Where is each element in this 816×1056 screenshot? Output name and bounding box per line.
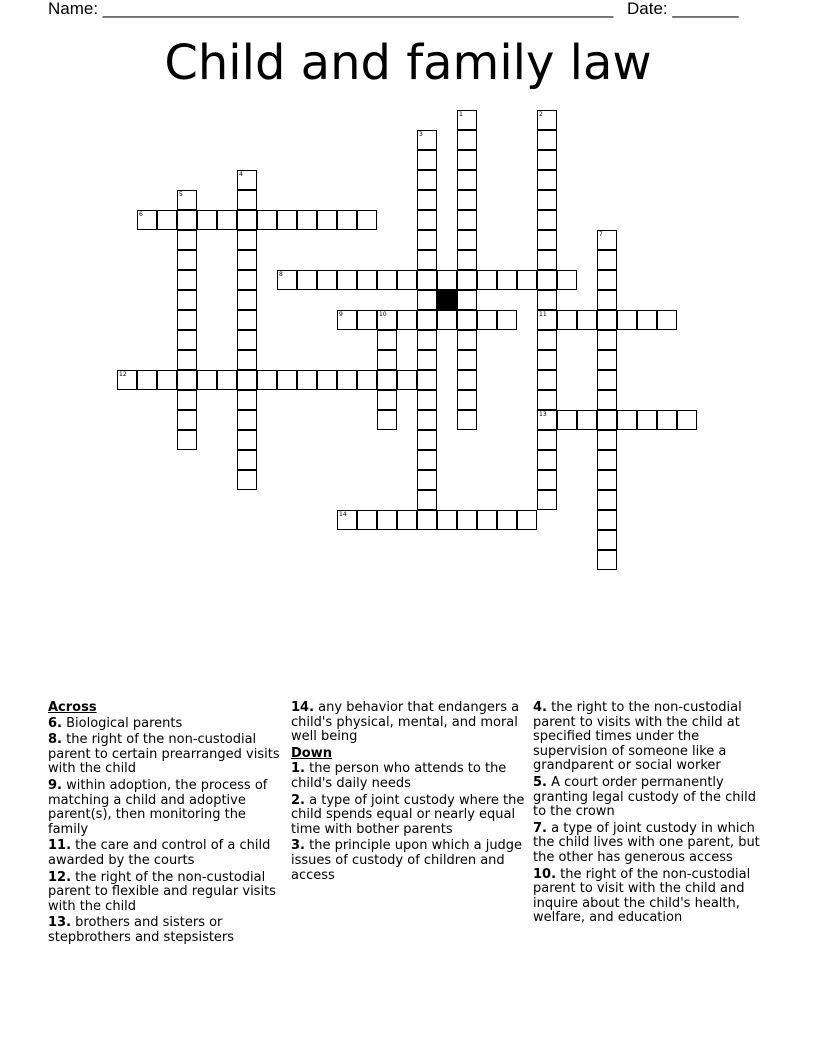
crossword-cell[interactable]	[477, 310, 497, 330]
crossword-cell[interactable]	[397, 310, 417, 330]
crossword-cell[interactable]	[537, 210, 557, 230]
crossword-cell[interactable]	[417, 330, 437, 350]
crossword-cell[interactable]	[457, 170, 477, 190]
crossword-cell[interactable]	[197, 370, 217, 390]
crossword-cell[interactable]	[277, 270, 297, 290]
crossword-cell[interactable]	[537, 110, 557, 130]
clue-text: a type of joint custody in which the child lives with one parent, but the other has generous access	[533, 820, 760, 865]
crossword-cell[interactable]	[457, 110, 477, 130]
clue-number: 8.	[48, 732, 62, 748]
crossword-cell[interactable]	[297, 210, 317, 230]
clue-number: 1.	[291, 761, 305, 777]
cell-number: 3	[419, 131, 423, 138]
crossword-cell[interactable]	[377, 370, 397, 390]
crossword-cell[interactable]	[337, 510, 357, 530]
crossword-cell[interactable]	[597, 270, 617, 290]
clue-number: 13.	[48, 915, 72, 931]
crossword-cell[interactable]	[177, 190, 197, 210]
crossword-cell[interactable]	[457, 390, 477, 410]
crossword-cell[interactable]	[377, 330, 397, 350]
cell-number: 4	[239, 171, 243, 178]
crossword-cell[interactable]	[177, 310, 197, 330]
cell-number: 9	[339, 311, 343, 318]
crossword-cell[interactable]	[457, 330, 477, 350]
crossword-cell[interactable]	[197, 210, 217, 230]
crossword-cell[interactable]	[177, 250, 197, 270]
crossword-cell[interactable]	[537, 430, 557, 450]
clue-text: the right of the non-custodial parent to flexible and regular visits with the child	[48, 869, 276, 914]
crossword-cell[interactable]	[317, 270, 337, 290]
crossword-cell[interactable]	[397, 270, 417, 290]
crossword-cell[interactable]	[657, 410, 677, 430]
crossword-cell[interactable]	[177, 270, 197, 290]
crossword-cell[interactable]	[237, 310, 257, 330]
crossword-cell[interactable]	[117, 370, 137, 390]
clue-number: 10.	[533, 866, 557, 882]
crossword-cell[interactable]	[457, 210, 477, 230]
clue-text: the right to the non-custodial parent to visits with the child at specified times under the supervision of someone like a grandparent or social worker	[533, 700, 742, 774]
crossword-cell[interactable]	[237, 350, 257, 370]
crossword-cell[interactable]	[537, 330, 557, 350]
crossword-cell[interactable]	[537, 350, 557, 370]
crossword-cell[interactable]	[177, 390, 197, 410]
clue-across-9	[48, 779, 280, 837]
cell-number: 6	[139, 211, 143, 218]
crossword-cell[interactable]	[137, 210, 157, 230]
crossword-cell[interactable]	[177, 350, 197, 370]
crossword-cell[interactable]	[457, 250, 477, 270]
crossword-cell[interactable]	[317, 370, 337, 390]
crossword-cell[interactable]	[357, 310, 377, 330]
crossword-cell[interactable]	[237, 470, 257, 490]
crossword-cell[interactable]	[417, 410, 437, 430]
crossword-cell[interactable]	[457, 290, 477, 310]
crossword-cell[interactable]	[437, 510, 457, 530]
crossword-cell[interactable]	[537, 250, 557, 270]
clue-text: brothers and sisters or stepbrothers and stepsisters	[48, 915, 235, 945]
clue-number: 12.	[48, 869, 72, 885]
crossword-cell[interactable]	[357, 370, 377, 390]
crossword-cell[interactable]	[617, 410, 637, 430]
crossword-cell[interactable]	[657, 310, 677, 330]
crossword-cell[interactable]	[417, 150, 437, 170]
crossword-cell[interactable]	[457, 410, 477, 430]
crossword-cell[interactable]	[597, 250, 617, 270]
crossword-cell[interactable]	[217, 210, 237, 230]
clue-across-8	[48, 733, 280, 777]
crossword-cell[interactable]	[417, 490, 437, 510]
crossword-cell[interactable]	[417, 270, 437, 290]
crossword-cell[interactable]	[417, 310, 437, 330]
clue-text: any behavior that endangers a child's physical, mental, and moral well being	[291, 700, 520, 745]
crossword-cell[interactable]	[417, 290, 437, 310]
cell-number: 7	[599, 231, 603, 238]
crossword-cell[interactable]	[417, 450, 437, 470]
crossword-cell[interactable]	[577, 410, 597, 430]
crossword-cell[interactable]	[457, 310, 477, 330]
crossword-cell[interactable]	[537, 230, 557, 250]
crossword-cell[interactable]	[417, 390, 437, 410]
cell-number: 8	[279, 271, 283, 278]
clue-text: a type of joint custody where the child spends equal or nearly equal time with bother parents	[291, 792, 525, 837]
name-field[interactable]: Name: ______________________________________________________	[48, 0, 614, 18]
cell-number: 10	[379, 311, 387, 318]
clues-column-3	[533, 701, 769, 928]
clue-text: within adoption, the process of matching a child and adoptive parent(s), then monitoring the family	[48, 777, 268, 837]
crossword-cell[interactable]	[257, 370, 277, 390]
crossword-cell[interactable]	[597, 310, 617, 330]
crossword-cell[interactable]	[237, 190, 257, 210]
crossword-cell[interactable]	[597, 390, 617, 410]
cell-number: 12	[119, 371, 127, 378]
clue-number: 11.	[48, 838, 72, 854]
crossword-cell[interactable]	[457, 190, 477, 210]
crossword-cell[interactable]	[237, 210, 257, 230]
clue-across-11	[48, 839, 280, 868]
clue-down-4	[533, 701, 769, 774]
clue-down-1	[291, 762, 527, 791]
crossword-cell[interactable]	[337, 270, 357, 290]
clue-across-12	[48, 871, 280, 915]
clue-across-14	[291, 701, 527, 745]
crossword-cell[interactable]	[537, 450, 557, 470]
crossword-cell[interactable]	[177, 370, 197, 390]
crossword-cell[interactable]	[297, 370, 317, 390]
crossword-cell[interactable]	[157, 370, 177, 390]
crossword-cell[interactable]	[537, 490, 557, 510]
crossword-cell[interactable]	[417, 370, 437, 390]
crossword-cell[interactable]	[557, 310, 577, 330]
crossword-cell[interactable]	[357, 210, 377, 230]
crossword-cell[interactable]	[677, 410, 697, 430]
crossword-cell[interactable]	[537, 170, 557, 190]
crossword-cell[interactable]	[597, 350, 617, 370]
clue-down-5	[533, 776, 769, 820]
crossword-cell[interactable]	[357, 510, 377, 530]
crossword-cell[interactable]	[437, 310, 457, 330]
crossword-cell[interactable]	[377, 410, 397, 430]
crossword-cell[interactable]	[217, 370, 237, 390]
crossword-cell[interactable]	[317, 210, 337, 230]
crossword-cell[interactable]	[377, 270, 397, 290]
crossword-cell[interactable]	[137, 370, 157, 390]
crossword-cell[interactable]	[237, 250, 257, 270]
clue-text: the right of the non-custodial parent to visit with the child and inquire about the child's health, welfare, and education	[533, 866, 751, 926]
page-title: Child and family law	[164, 35, 652, 91]
crossword-cell[interactable]	[237, 230, 257, 250]
crossword-cell[interactable]	[417, 170, 437, 190]
clue-down-7	[533, 822, 769, 866]
crossword-cell[interactable]	[417, 190, 437, 210]
crossword-cell[interactable]	[337, 210, 357, 230]
crossword-cell[interactable]	[457, 130, 477, 150]
crossword-cell[interactable]	[297, 270, 317, 290]
clue-text: A court order permanently granting legal custody of the child to the crown	[533, 774, 756, 820]
clue-number: 4.	[533, 700, 547, 715]
crossword-cell[interactable]	[177, 410, 197, 430]
crossword-cell[interactable]	[597, 290, 617, 310]
crossword-cell[interactable]	[237, 430, 257, 450]
crossword-cell[interactable]	[277, 370, 297, 390]
clue-text: the care and control of a child awarded by the courts	[48, 838, 271, 868]
crossword-cell[interactable]	[537, 270, 557, 290]
crossword-cell[interactable]	[537, 150, 557, 170]
crossword-cell[interactable]	[417, 230, 437, 250]
crossword-cell[interactable]	[257, 210, 277, 230]
crossword-cell[interactable]	[417, 250, 437, 270]
crossword-cell[interactable]	[597, 330, 617, 350]
black-square	[437, 290, 457, 310]
crossword-cell[interactable]	[477, 510, 497, 530]
crossword-cell[interactable]	[337, 370, 357, 390]
date-field[interactable]: Date: _______	[627, 0, 739, 18]
clue-number: 7.	[533, 820, 547, 836]
crossword-cell[interactable]	[417, 350, 437, 370]
crossword-cell[interactable]	[497, 270, 517, 290]
clue-across-13	[48, 916, 280, 945]
crossword-cell[interactable]	[237, 270, 257, 290]
crossword-cell[interactable]	[237, 410, 257, 430]
crossword-cell[interactable]	[337, 310, 357, 330]
clue-number: 2.	[291, 792, 305, 808]
crossword-cell[interactable]	[377, 510, 397, 530]
crossword-cell[interactable]	[437, 270, 457, 290]
crossword-cell[interactable]	[457, 510, 477, 530]
clue-text: the principle upon which a judge issues of custody of children and access	[291, 838, 523, 883]
crossword-cell[interactable]	[237, 390, 257, 410]
crossword-cell[interactable]	[417, 430, 437, 450]
crossword-cell[interactable]	[597, 470, 617, 490]
crossword-cell[interactable]	[477, 270, 497, 290]
down-heading: Down	[291, 745, 332, 761]
crossword-cell[interactable]	[177, 230, 197, 250]
crossword-cell[interactable]	[177, 430, 197, 450]
crossword-cell[interactable]	[597, 550, 617, 570]
cell-number: 1	[459, 111, 463, 118]
crossword-cell[interactable]	[457, 370, 477, 390]
clues-column-2	[291, 701, 527, 885]
cell-number: 13	[539, 411, 547, 418]
crossword-cell[interactable]	[237, 290, 257, 310]
cell-number: 11	[539, 311, 547, 318]
crossword-cell[interactable]	[417, 130, 437, 150]
clue-down-10	[533, 868, 769, 926]
crossword-cell[interactable]	[237, 330, 257, 350]
crossword-cell[interactable]	[237, 170, 257, 190]
crossword-cell[interactable]	[457, 350, 477, 370]
across-heading: Across	[48, 700, 97, 715]
clue-number: 6.	[48, 715, 62, 731]
clues-column-1	[48, 701, 280, 948]
crossword-cell[interactable]	[497, 310, 517, 330]
crossword-cell[interactable]	[597, 510, 617, 530]
crossword-cell[interactable]	[277, 210, 297, 230]
cell-number: 5	[179, 191, 183, 198]
clue-text: Biological parents	[61, 715, 183, 731]
crossword-cell[interactable]	[597, 450, 617, 470]
crossword-cell[interactable]	[537, 390, 557, 410]
crossword-cell[interactable]	[537, 370, 557, 390]
clue-text: the person who attends to the child's daily needs	[291, 761, 507, 791]
crossword-cell[interactable]	[517, 510, 537, 530]
cell-number: 2	[539, 111, 543, 118]
crossword-cell[interactable]	[597, 430, 617, 450]
cell-number: 14	[339, 511, 347, 518]
crossword-cell[interactable]	[557, 270, 577, 290]
crossword-cell[interactable]	[157, 210, 177, 230]
clue-down-3	[291, 839, 527, 883]
crossword-cell[interactable]	[177, 210, 197, 230]
crossword-cell[interactable]	[417, 470, 437, 490]
crossword-cell[interactable]	[377, 350, 397, 370]
crossword-cell[interactable]	[397, 370, 417, 390]
crossword-cell[interactable]	[237, 370, 257, 390]
crossword-cell[interactable]	[377, 390, 397, 410]
crossword-cell[interactable]	[537, 190, 557, 210]
crossword-cell[interactable]	[517, 270, 537, 290]
crossword-cell[interactable]	[537, 410, 557, 430]
crossword-cell[interactable]	[397, 510, 417, 530]
clue-text: the right of the non-custodial parent to certain prearranged visits with the child	[48, 732, 280, 777]
crossword-cell[interactable]	[377, 310, 397, 330]
crossword-cell[interactable]	[537, 130, 557, 150]
crossword-cell[interactable]	[597, 230, 617, 250]
crossword-cell[interactable]	[597, 370, 617, 390]
crossword-cell[interactable]	[457, 150, 477, 170]
crossword-cell[interactable]	[497, 510, 517, 530]
crossword-cell[interactable]	[597, 490, 617, 510]
crossword-cell[interactable]	[597, 530, 617, 550]
clue-number: 5.	[533, 774, 547, 790]
crossword-cell[interactable]	[417, 210, 437, 230]
crossword-cell[interactable]	[457, 230, 477, 250]
clue-down-2	[291, 794, 527, 838]
crossword-cell[interactable]	[537, 310, 557, 330]
clue-number: 14.	[291, 700, 315, 715]
crossword-cell[interactable]	[637, 410, 657, 430]
crossword-cell[interactable]	[557, 410, 577, 430]
crossword-cell[interactable]	[457, 270, 477, 290]
crossword-cell[interactable]	[237, 450, 257, 470]
crossword-cell[interactable]	[637, 310, 657, 330]
crossword-cell[interactable]	[617, 310, 637, 330]
clue-number: 9.	[48, 777, 62, 793]
clue-across-6	[48, 717, 280, 732]
crossword-cell[interactable]	[357, 270, 377, 290]
clue-number: 3.	[291, 838, 305, 854]
crossword-cell[interactable]	[177, 290, 197, 310]
crossword-cell[interactable]	[537, 470, 557, 490]
crossword-cell[interactable]	[537, 290, 557, 310]
crossword-cell[interactable]	[577, 310, 597, 330]
crossword-cell[interactable]	[417, 510, 437, 530]
crossword-cell[interactable]	[597, 410, 617, 430]
crossword-cell[interactable]	[177, 330, 197, 350]
